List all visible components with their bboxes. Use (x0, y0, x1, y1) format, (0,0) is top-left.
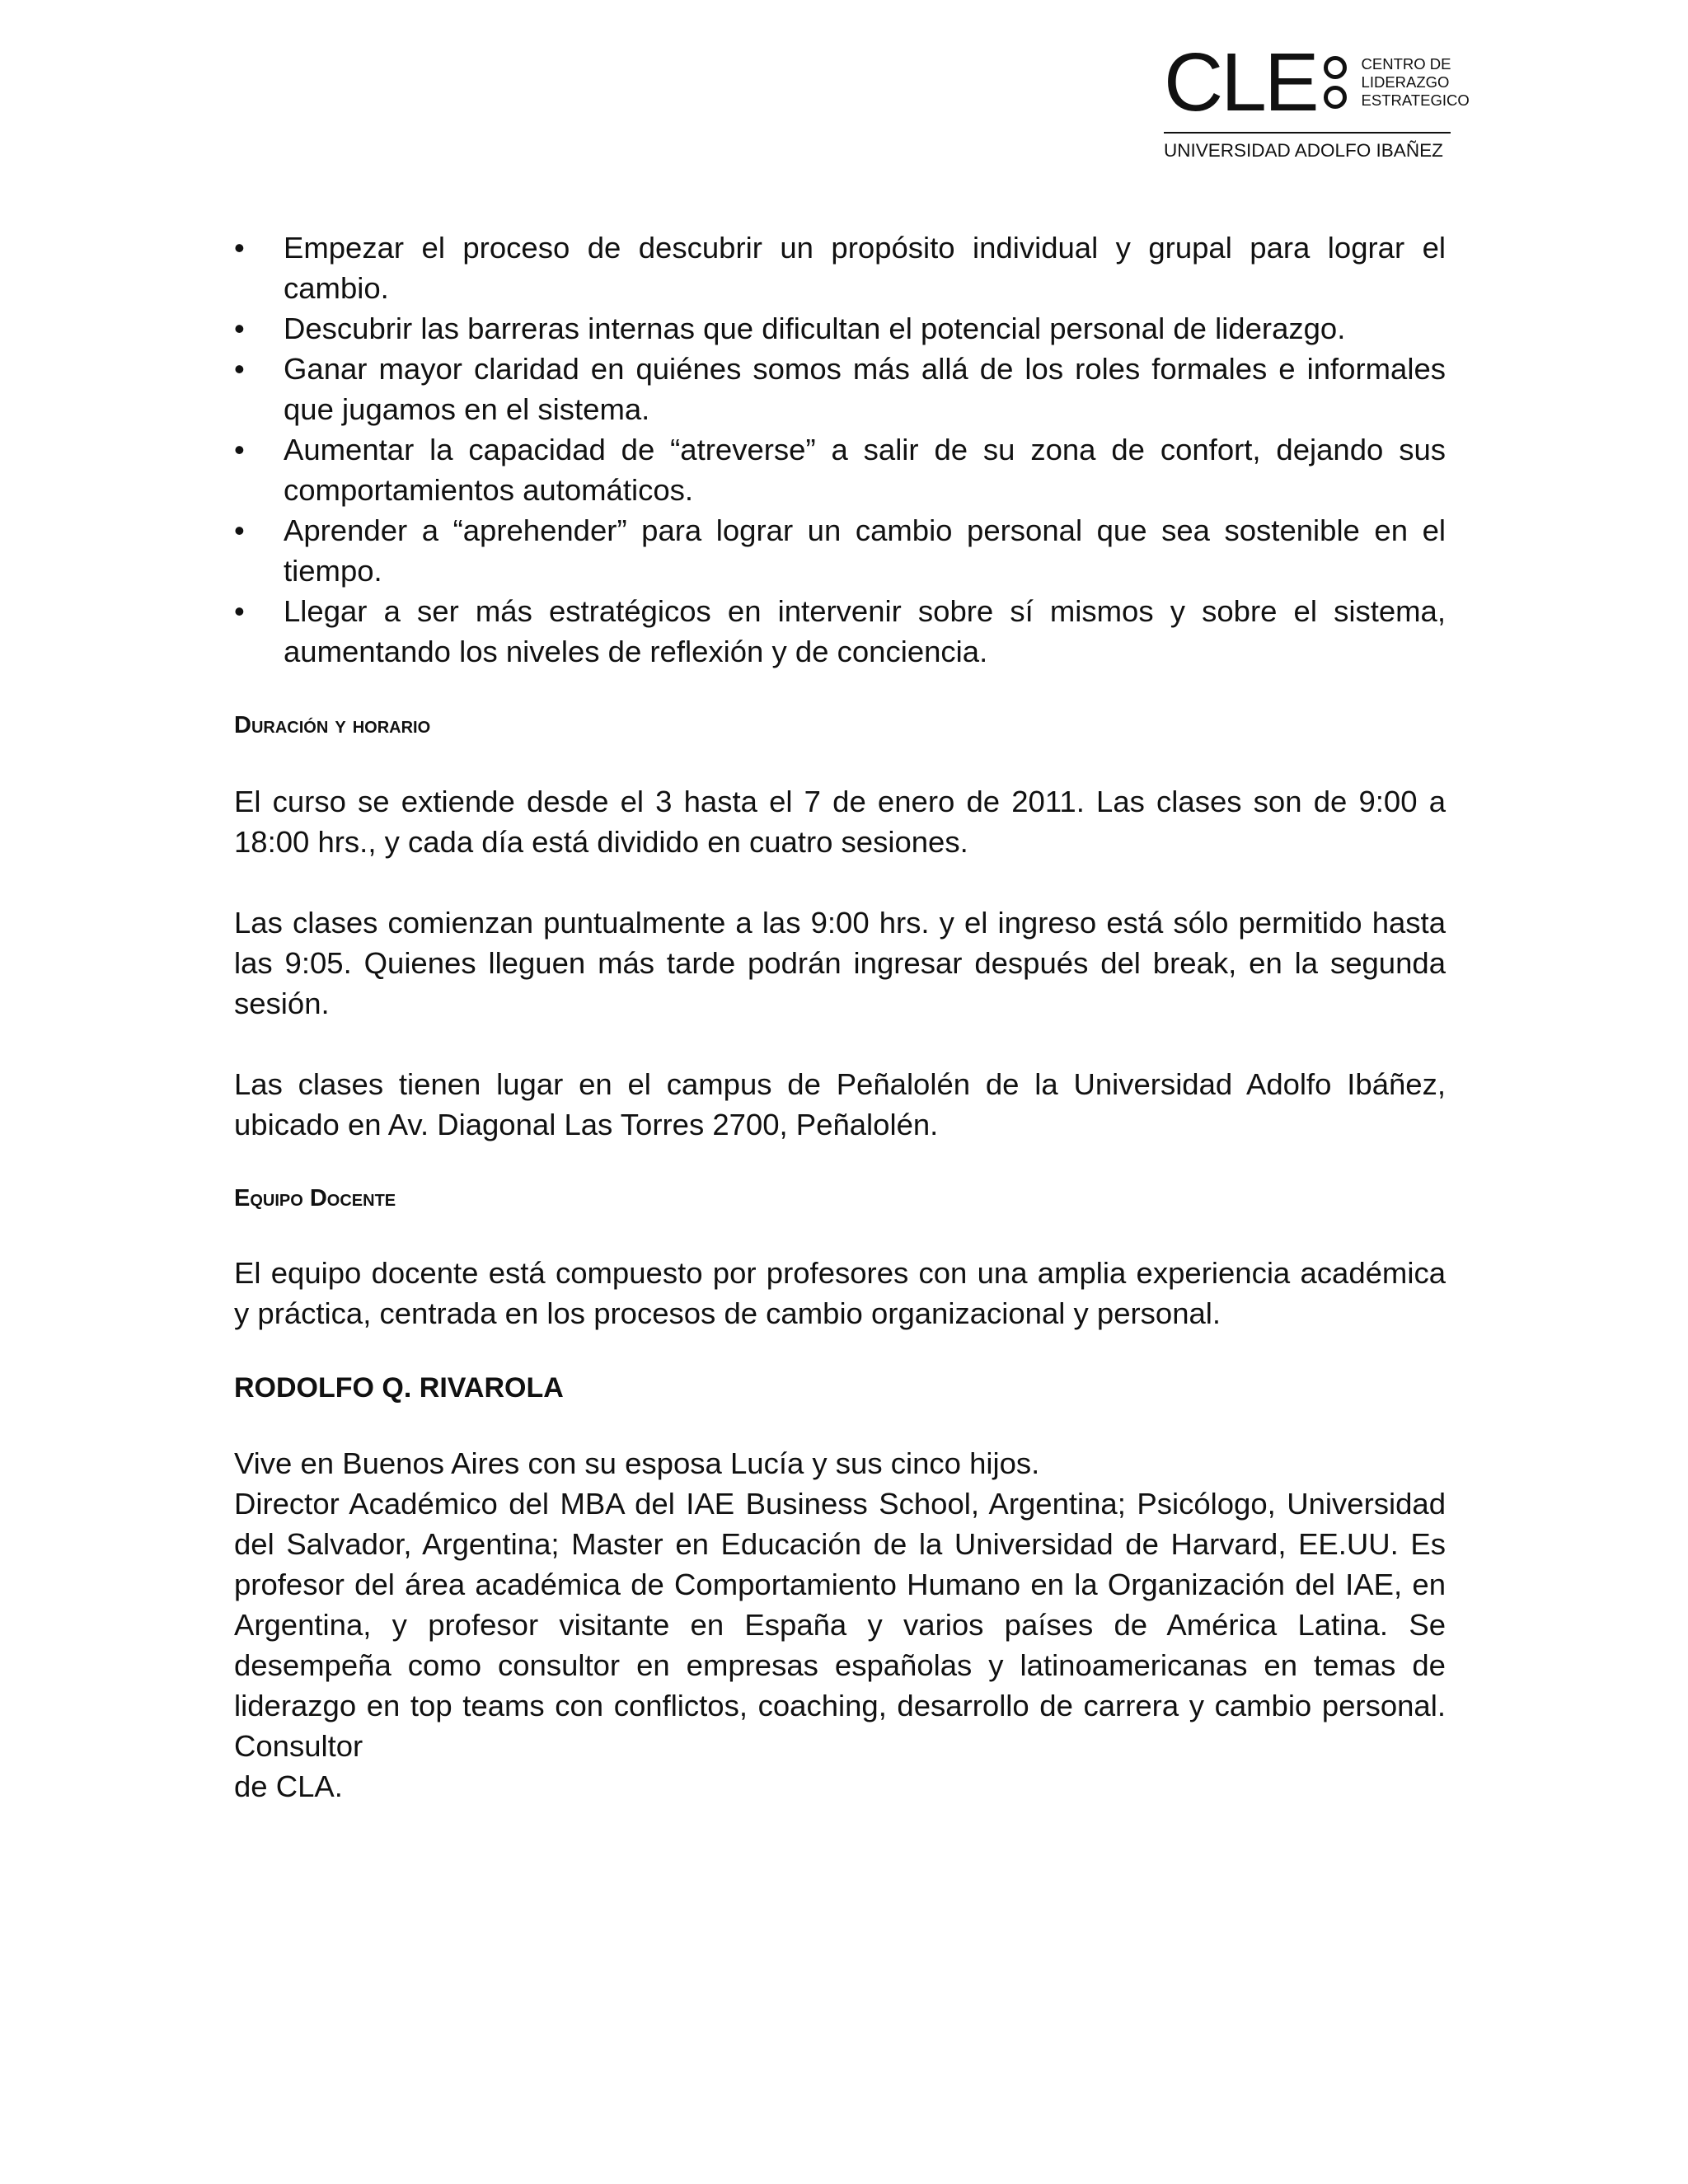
list-item: • Aprender a “aprehender” para lograr un cambio personal que sea sostenible en el tiempo. (234, 510, 1446, 591)
cle-logo (1164, 36, 1470, 163)
logo-university: UNIVERSIDAD ADOLFO IBAÑEZ (1164, 140, 1443, 161)
logo-mark-row (1164, 36, 1470, 129)
list-item: • Llegar a ser más estratégicos en intervenir sobre sí mismos y sobre el sistema, aumentando los niveles de reflexión y de conciencia. (234, 591, 1446, 672)
list-item: • Ganar mayor claridad en quiénes somos más allá de los roles formales e informales que jugamos en el sistema. (234, 349, 1446, 429)
paragraph: El equipo docente está compuesto por profesores con una amplia experiencia académica y práctica, centrada en los procesos de cambio organizacional y personal. (234, 1256, 1446, 1330)
objectives-list (234, 227, 1446, 672)
logo-subtitle (1362, 55, 1470, 110)
list-item: • Empezar el proceso de descubrir un propósito individual y grupal para lograr el cambio. (234, 227, 1446, 308)
document-body (234, 227, 1446, 1807)
paragraph: Las clases tienen lugar en el campus de Peñalolén de la Universidad Adolfo Ibáñez, ubicado en Av. Diagonal Las Torres 2700, Peñalolén. (234, 1067, 1446, 1141)
section-heading-duracion: Duración y horario (234, 712, 431, 738)
logo-divider (1164, 132, 1451, 134)
logo-subtitle-line: ESTRATEGICO (1361, 91, 1470, 109)
list-item: • Aumentar la capacidad de “atreverse” a salir de su zona de confort, dejando sus comportamientos automáticos. (234, 429, 1446, 510)
logo-subtitle-line: LIDERAZGO (1361, 73, 1450, 91)
paragraph: Las clases comienzan puntualmente a las 9:00 hrs. y el ingreso está sólo permitido hasta las 9:05. Quienes lleguen más tarde podrán ingresar después del break, en la segunda sesión. (234, 906, 1446, 1020)
professor-name: RODOLFO Q. RIVAROLA (234, 1372, 564, 1404)
list-item: • Descubrir las barreras internas que dificultan el potencial personal de liderazgo. (234, 308, 1446, 349)
paragraph: El curso se extiende desde el 3 hasta el 7 de enero de 2011. Las clases son de 9:00 a 18:00 hrs., y cada día está dividido en cuatro sesiones. (234, 785, 1446, 859)
professor-bio-tail: de CLA. (234, 1769, 343, 1803)
professor-personal: Vive en Buenos Aires con su esposa Lucía y sus cinco hijos. (234, 1446, 1040, 1480)
logo-circles-icon (1324, 53, 1347, 112)
professor-bio: Director Académico del MBA del IAE Business School, Argentina; Psicólogo, Universidad del Salvador, Argentina; Master en Educación de la Universidad de Harvard, EE.UU. Es profesor del área académica de Comportamiento Humano en la Organización del IAE, en Argentina, y profesor visitante en España y varios países de América Latina. Se desempeña como consultor en empresas españolas y latinoamericanas en temas de liderazgo en top teams con conflictos, coaching, desarrollo de carrera y cambio personal. Consultor (234, 1487, 1446, 1763)
section-heading-equipo: Equipo Docente (234, 1185, 396, 1212)
logo-mark: CLE (1164, 36, 1317, 129)
logo-subtitle-line: CENTRO DE (1361, 55, 1451, 73)
